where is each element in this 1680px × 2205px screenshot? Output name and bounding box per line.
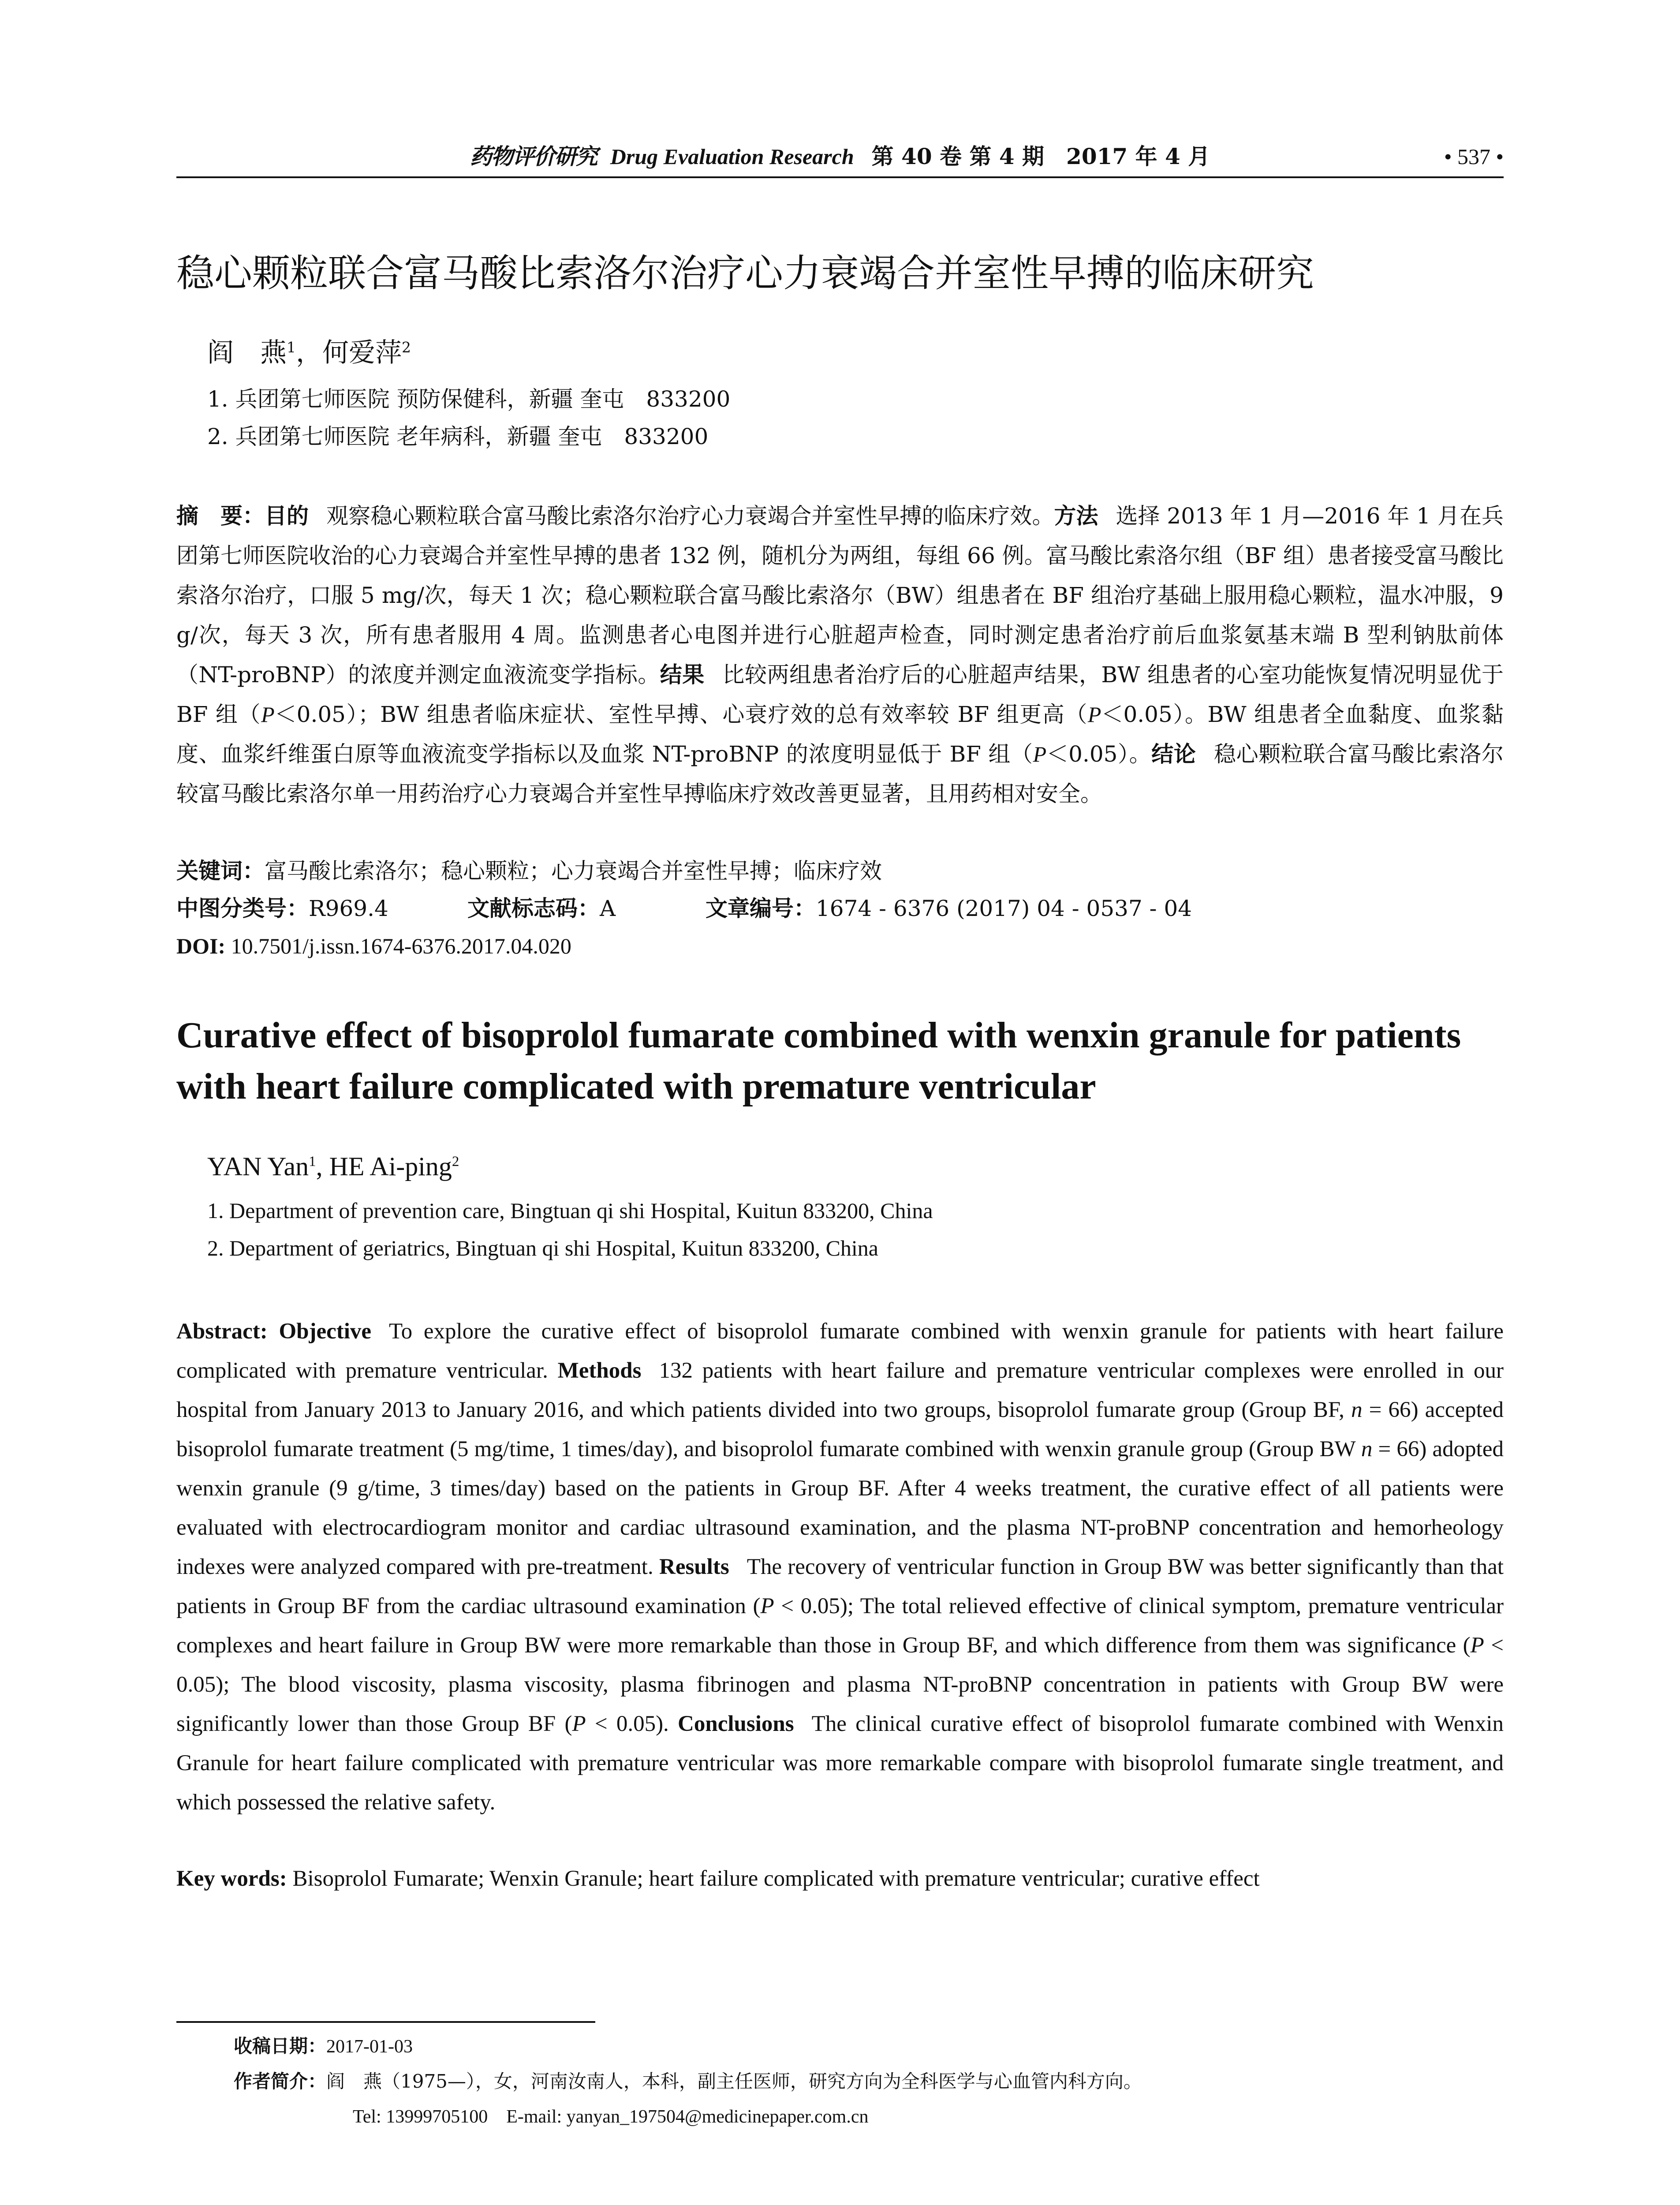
en-methods-text-3: ) adopted wenxin granule (9 g/time, 3 times/day) based on the patients in Group BF. After 4 weeks treatment, the curative effect of all patients were evaluated with electrocardiogram monitor and cardiac ultrasound examination, and the plasma NT-proBNP concentration and hemorheology indexes were analyzed compared with pre-treatment.	[176, 1437, 1504, 1579]
cn-abstract-label: 摘 要：	[176, 503, 265, 529]
en-p-symbol-3: P	[572, 1712, 586, 1736]
cn-results-end: 。	[1129, 741, 1152, 767]
received-date: 2017-01-03	[326, 2037, 413, 2057]
cn-methods-text: 选择 2013 年 1 月—2016 年 1 月在兵团第七师医院收治的心力衰竭合并室性早搏的患者 132 例，随机分为两组，每组 66 例。富马酸比索洛尔组（BF 组）患者接受富马酸比索洛尔治疗，口服 5 mg/次，每天 1 次；稳心颗粒联合富马酸比索洛尔（BW）组患者在 BF 组治疗基础上服用稳心颗粒，温水冲服，9 g/次，每天 3 次，所有患者服用 4 周。监测患者心电图并进行心脏超声检查，同时测定患者治疗前后血浆氨基末端 B 型利钠肽前体（NT-proBNP）的浓度并测定血液流变学指标。	[176, 503, 1504, 688]
cn-keywords	[176, 856, 1504, 886]
en-n-symbol-2: n	[1361, 1437, 1373, 1461]
en-keywords-text: Bisoprolol Fumarate; Wenxin Granule; heart failure complicated with premature ventricular; curative effect	[292, 1866, 1260, 1891]
en-methods-label: Methods	[557, 1358, 642, 1383]
en-keywords	[176, 1863, 1504, 1894]
page-number: • 537 •	[1444, 144, 1504, 169]
footnote-author	[234, 2068, 1142, 2095]
doi-value: 10.7501/j.issn.1674-6376.2017.04.020	[231, 934, 571, 958]
author-info-label: 作者简介：	[234, 2070, 327, 2092]
en-p-symbol-1: P	[760, 1594, 774, 1618]
cn-p-symbol-3: P	[1033, 742, 1047, 766]
issue-info: 第 40 卷 第 4 期 2017 年 4 月	[871, 143, 1210, 169]
cn-p-value-2: ＜0.05）	[1101, 702, 1185, 727]
en-conclusions-label: Conclusions	[678, 1712, 794, 1736]
en-methods-text-2: ) accepted bisoprolol fumarate treatment (5 mg/time, 1 times/day), and bisoprolol fumarate combined with wenxin granule group (Group BW	[176, 1398, 1504, 1461]
en-results-text-1: The recovery of ventricular function in Group BW was better significantly than that patients in Group BF from the cardiac ultrasound examination (	[176, 1555, 1504, 1618]
en-methods-text-1: 132 patients with heart failure and premature ventricular complexes were enrolled in our hospital from January 2013 to January 2016, and which patients divided into two groups, bisoprolol fumarate group (Group BF,	[176, 1358, 1504, 1422]
en-abstract-label: Abstract: Objective	[176, 1319, 372, 1344]
en-p-lt-1: < 0.05	[774, 1594, 840, 1618]
footnote-rule	[176, 2021, 595, 2023]
running-header	[176, 141, 1504, 181]
en-results-text-4: ).	[656, 1712, 669, 1736]
en-authors	[207, 1147, 459, 1186]
en-author-1: YAN Yan	[207, 1152, 309, 1181]
footnote-received	[234, 2033, 413, 2060]
cn-title: 稳心颗粒联合富马酸比索洛尔治疗心力衰竭合并室性早搏的临床研究	[176, 251, 1314, 295]
en-conclusions-text: The clinical curative effect of bisoprolol fumarate combined with Wenxin Granule for heart failure complicated with premature ventricular was more remarkable compare with bisoprolol fumarate single treatment, and which possessed the relative safety.	[176, 1712, 1504, 1815]
cn-affiliation-1: 1. 兵团第七师医院 预防保健科，新疆 奎屯 833200	[207, 386, 731, 412]
doc-code-value: A	[600, 896, 616, 921]
cn-conclusion-text: 稳心颗粒联合富马酸比索洛尔较富马酸比索洛尔单一用药治疗心力衰竭合并室性早搏临床疗效改善更显著，且用药相对安全。	[176, 741, 1504, 807]
clc-label: 中图分类号：	[176, 896, 309, 921]
en-author-2: HE Ai-ping	[329, 1152, 452, 1181]
en-keywords-label: Key words:	[176, 1866, 287, 1891]
cn-author-1-sup: 1	[287, 339, 296, 356]
article-no-value: 1674 - 6376 (2017) 04 - 0537 - 04	[816, 896, 1192, 921]
en-p-lt-3: < 0.05	[586, 1712, 656, 1736]
en-author-2-sup: 2	[452, 1154, 459, 1170]
cn-keywords-label: 关键词：	[176, 858, 265, 884]
cn-keywords-text: 富马酸比索洛尔；稳心颗粒；心力衰竭合并室性早搏；临床疗效	[265, 858, 882, 884]
cn-authors	[207, 333, 411, 373]
en-n-symbol-1: n	[1351, 1398, 1363, 1422]
footnote-contact: Tel: 13999705100 E-mail: yanyan_197504@medicinepaper.com.cn	[353, 2107, 869, 2127]
cn-affiliation-2: 2. 兵团第七师医院 老年病科，新疆 奎屯 833200	[207, 424, 709, 449]
cn-p-symbol-1: P	[261, 702, 275, 727]
cn-p-symbol-2: P	[1087, 702, 1101, 727]
doi-label: DOI:	[176, 934, 226, 958]
cn-results-text-2: ；BW 组患者临床症状、室性早搏、心衰疗效的总有效率较 BF 组更高（	[358, 702, 1088, 727]
cn-results-text-3: 。BW 组患者全血黏度、血浆黏度、血浆纤维蛋白原等血液流变学指标以及血浆 NT-proBNP 的浓度明显低于 BF 组（	[176, 702, 1504, 767]
en-author-sep: ,	[316, 1152, 329, 1181]
en-n-eq-1: = 66	[1362, 1398, 1411, 1422]
cn-objective-label: 目的	[265, 503, 309, 529]
en-results-label: Results	[659, 1555, 729, 1579]
header-rule	[176, 176, 1504, 178]
en-abstract	[176, 1312, 1504, 1822]
en-author-1-sup: 1	[309, 1154, 316, 1170]
journal-logo-cn: 药物评价研究	[470, 143, 597, 169]
en-p-lt-2: < 0.05	[176, 1633, 1504, 1697]
en-p-symbol-2: P	[1470, 1633, 1484, 1658]
journal-name-en: Drug Evaluation Research	[610, 144, 854, 169]
doc-code-label: 文献标志码：	[467, 896, 600, 921]
en-objective-text: To explore the curative effect of bisoprolol fumarate combined with wenxin granule for patients with heart failure complicated with premature ventricular.	[176, 1319, 1504, 1383]
cn-p-value-1: ＜0.05）	[274, 702, 358, 727]
cn-author-2-sup: 2	[402, 339, 411, 356]
author-info-text: 阎 燕（1975—），女，河南汝南人，本科，副主任医师，研究方向为全科医学与心血管内科方向。	[326, 2070, 1142, 2092]
cn-results-label: 结果	[660, 662, 705, 688]
en-results-text-3: ); The blood viscosity, plasma viscosity, plasma fibrinogen and plasma NT-proBNP concentration in patients with Group BW were significantly lower than those Group BF (	[176, 1672, 1504, 1736]
cn-author-2: 何爱萍	[322, 337, 402, 368]
cn-methods-label: 方法	[1054, 503, 1098, 529]
en-results-text-2: ); The total relieved effective of clinical symptom, premature ventricular complexes and heart failure in Group BW were more remarkable than those in Group BF, and which difference from them was significance (	[176, 1594, 1504, 1658]
en-title: Curative effect of bisoprolol fumarate combined with wenxin granule for patients with heart failure complicated with premature ventricular	[176, 1015, 1461, 1107]
cn-author-1: 阎 燕	[207, 337, 287, 368]
cn-p-value-3: ＜0.05）	[1046, 741, 1129, 767]
doi-line	[176, 931, 1504, 961]
en-n-eq-2: = 66	[1372, 1437, 1419, 1461]
cn-author-sep: ，	[296, 337, 322, 368]
running-header-title	[176, 141, 1504, 172]
en-affiliation-2: 2. Department of geriatrics, Bingtuan qi shi Hospital, Kuitun 833200, China	[207, 1236, 878, 1260]
cn-classification-line	[176, 893, 1504, 924]
cn-conclusion-label: 结论	[1151, 741, 1196, 767]
cn-objective-text: 观察稳心颗粒联合富马酸比索洛尔治疗心力衰竭合并室性早搏的临床疗效。	[326, 503, 1054, 529]
cn-abstract	[176, 496, 1504, 814]
article-no-label: 文章编号：	[706, 896, 816, 921]
received-label: 收稿日期：	[234, 2035, 327, 2057]
en-affiliation-1: 1. Department of prevention care, Bingtuan qi shi Hospital, Kuitun 833200, China	[207, 1198, 933, 1223]
clc-value: R969.4	[309, 896, 388, 921]
cn-results-text-1: 比较两组患者治疗后的心脏超声结果，BW 组患者的心室功能恢复情况明显优于 BF 组（	[176, 662, 1504, 727]
